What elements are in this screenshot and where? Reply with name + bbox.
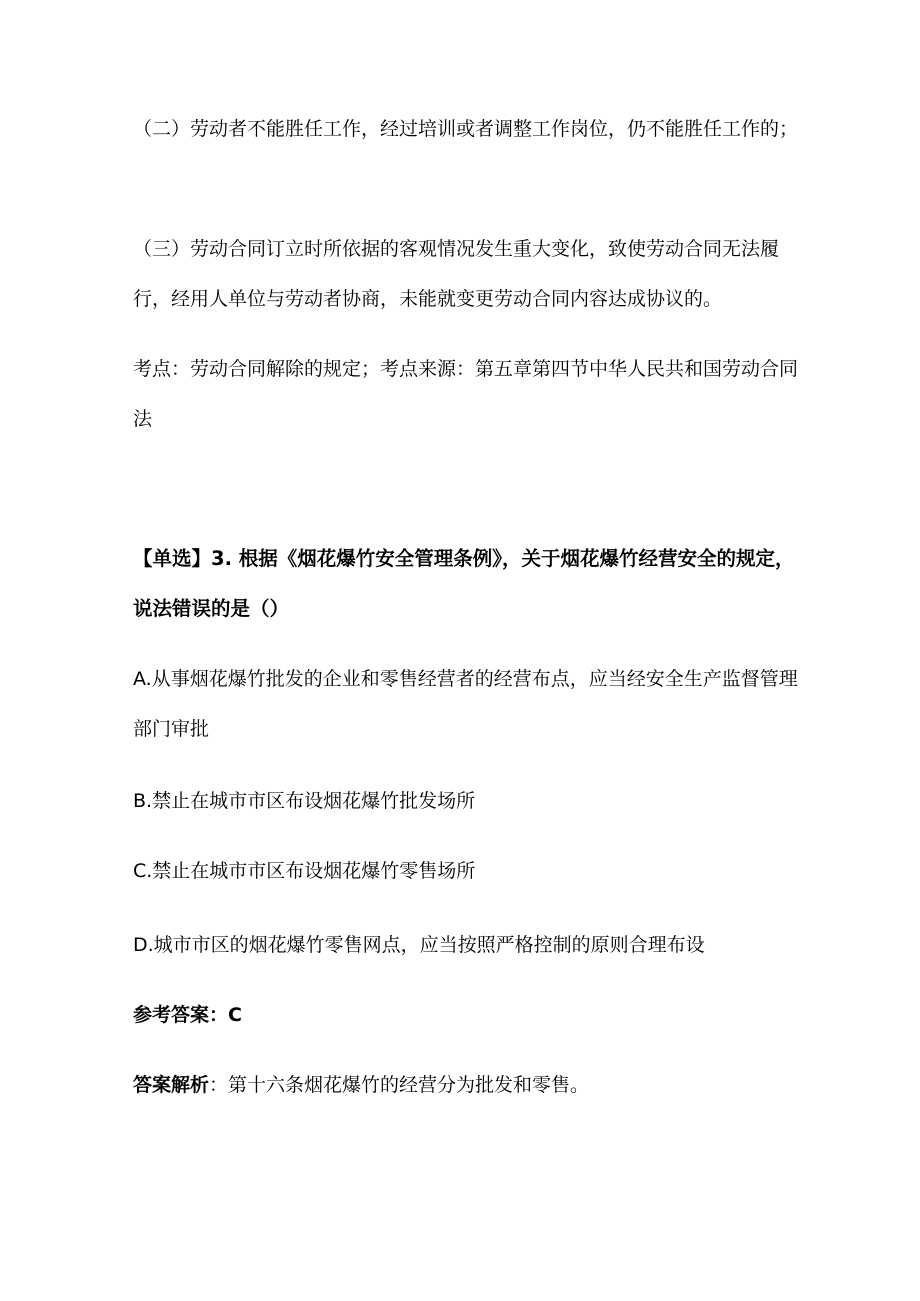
analysis-text: ：第十六条烟花爆竹的经营分为批发和零售。 xyxy=(209,1074,590,1096)
option-b: B.禁止在城市市区布设烟花爆竹批发场所 xyxy=(133,790,476,812)
paragraph-condition-two: （二）劳动者不能胜任工作，经过培训或者调整工作岗位，仍不能胜任工作的； xyxy=(133,118,799,140)
question-title: 【单选】3. 根据《烟花爆竹安全管理条例》，关于烟花爆竹经营安全的规定，说法错误的是（） xyxy=(133,547,795,620)
analysis-label: 答案解析 xyxy=(133,1074,210,1096)
option-a: A.从事烟花爆竹批发的企业和零售经营者的经营布点，应当经安全生产监督管理部门审批 xyxy=(133,668,798,740)
reference-answer: 参考答案：C xyxy=(133,1004,242,1026)
option-d: D.城市市区的烟花爆竹零售网点，应当按照严格控制的原则合理布设 xyxy=(133,934,705,956)
answer-analysis xyxy=(133,1060,798,1110)
paragraph-condition-three: （三）劳动合同订立时所依据的客观情况发生重大变化，致使劳动合同无法履行，经用人单位与劳动者协商，未能就变更劳动合同内容达成协议的。 xyxy=(133,238,780,310)
option-c: C.禁止在城市市区布设烟花爆竹零售场所 xyxy=(133,860,476,882)
paragraph-exam-point: 考点：劳动合同解除的规定；考点来源：第五章第四节中华人民共和国劳动合同法 xyxy=(133,358,799,430)
